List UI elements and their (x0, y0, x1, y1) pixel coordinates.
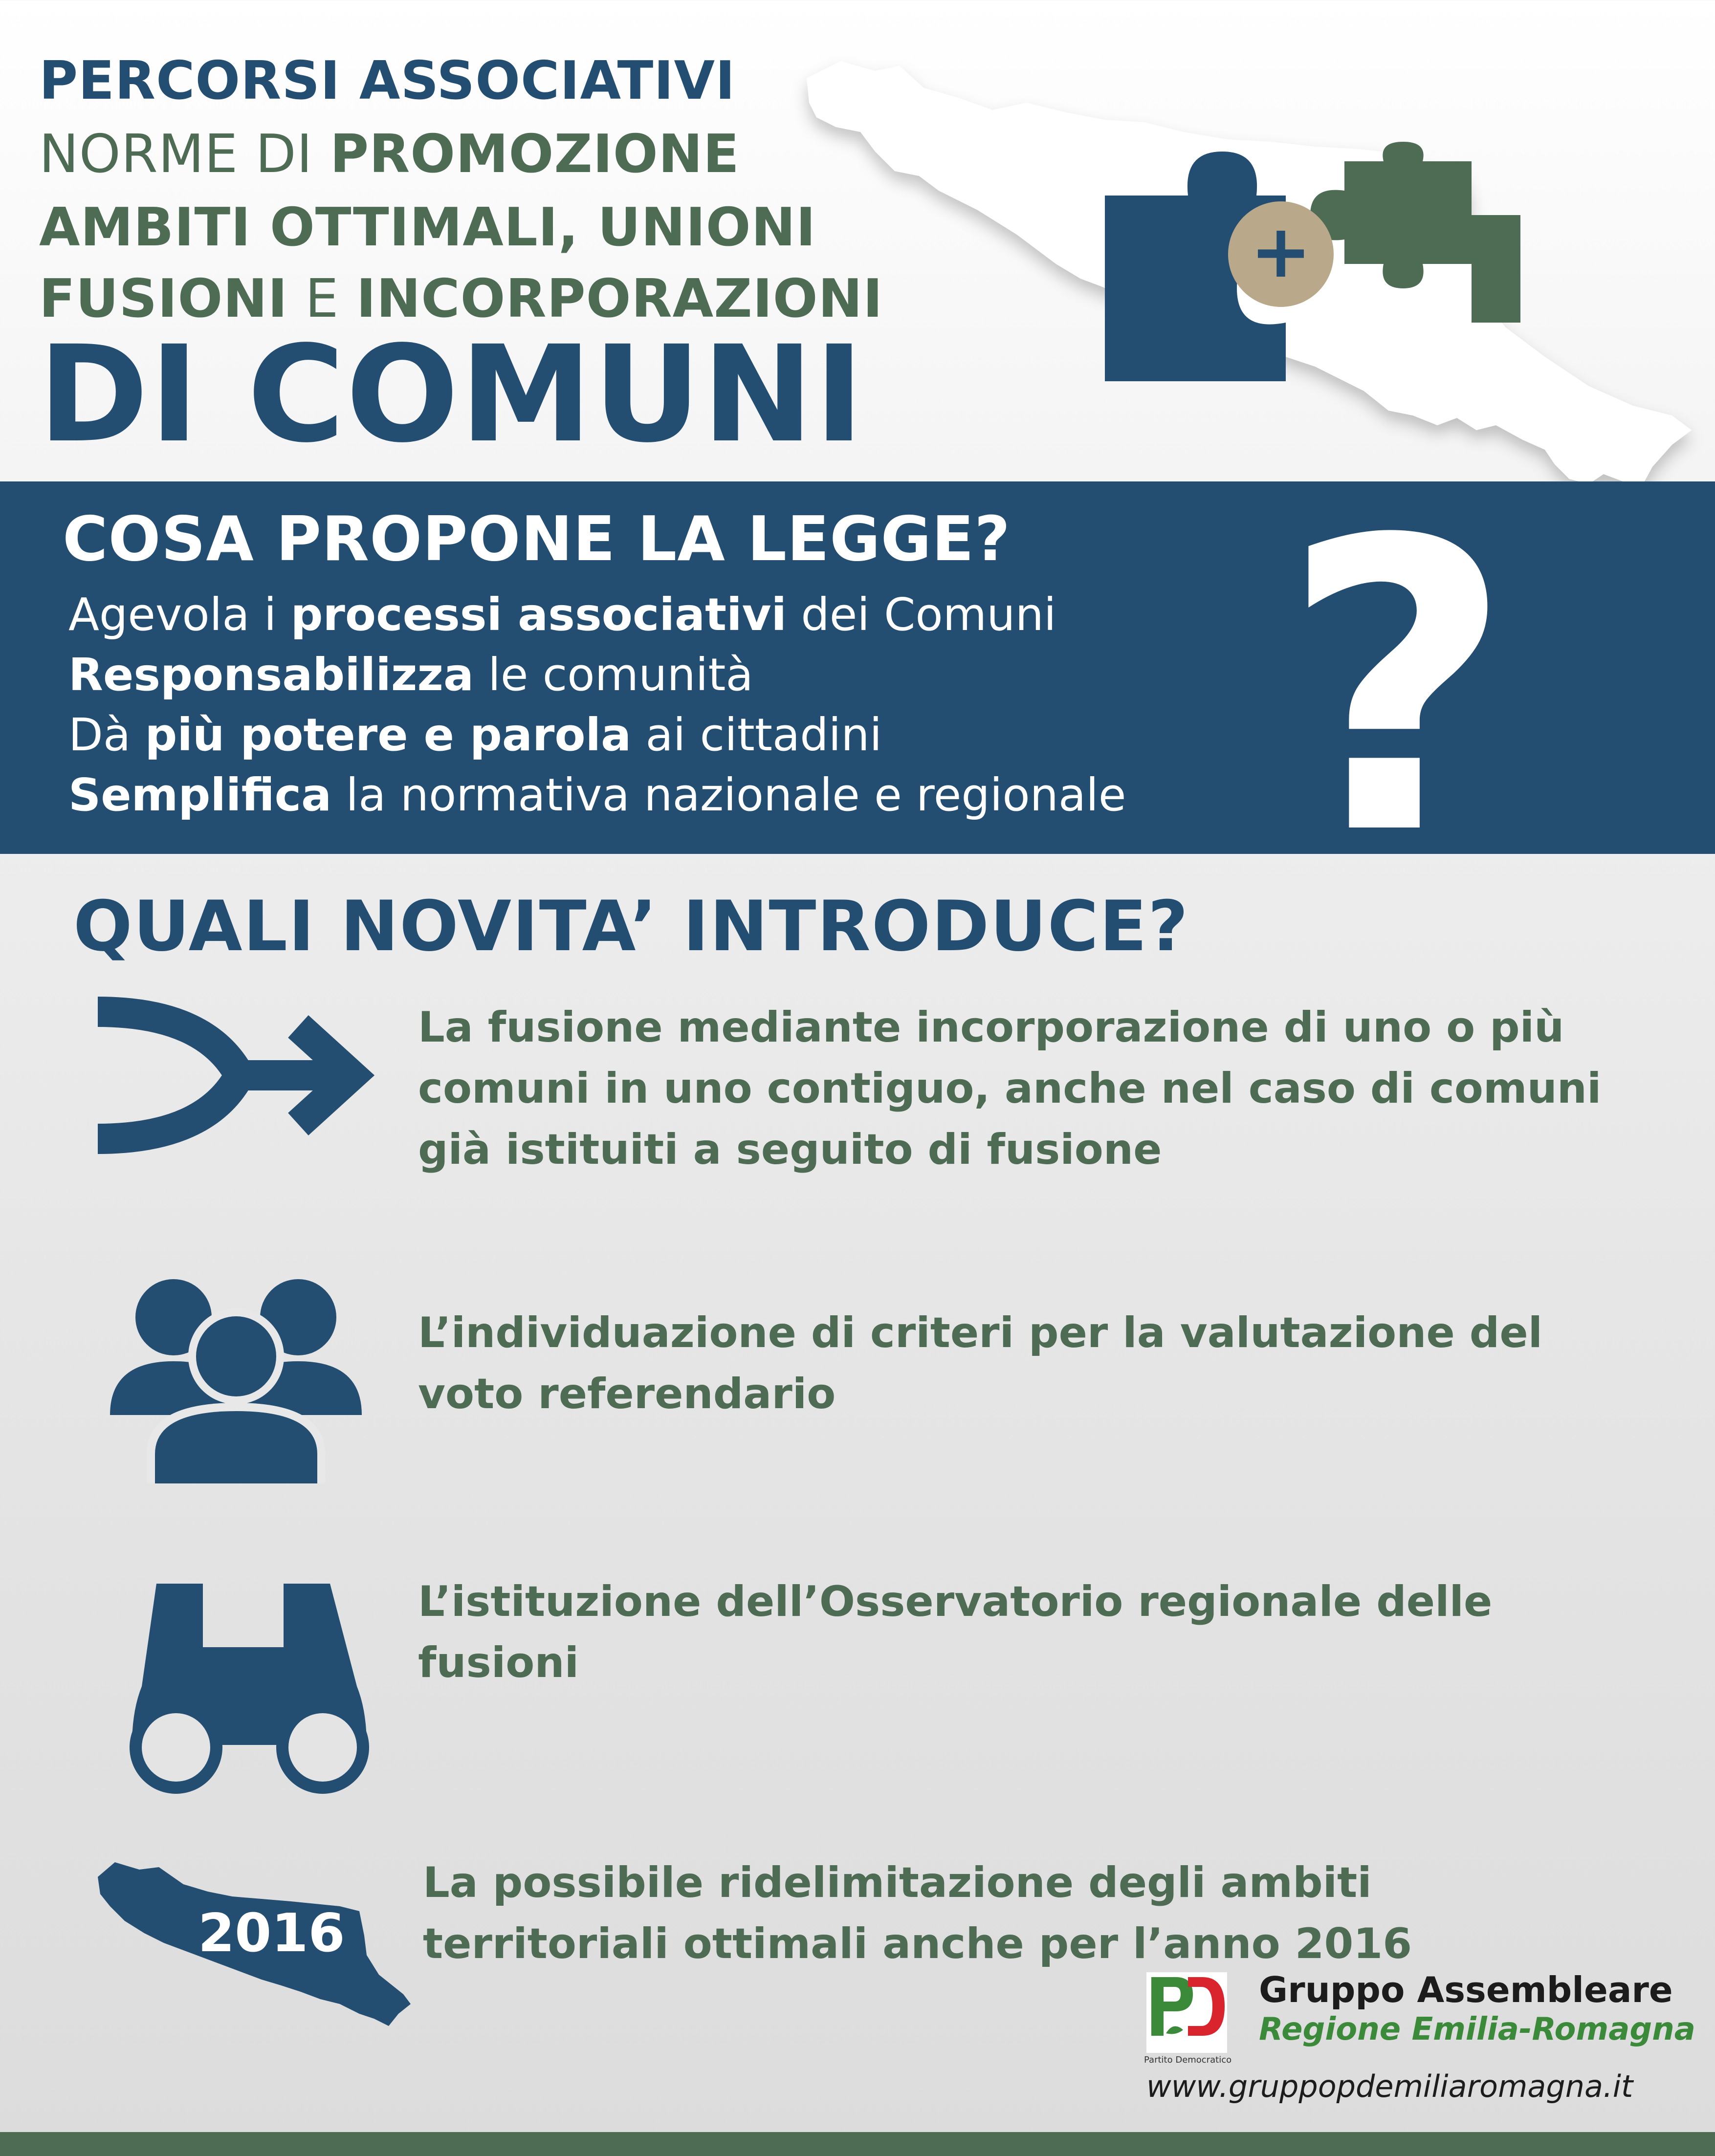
website-link[interactable]: www.gruppopdemiliaromagna.it (1146, 2069, 1633, 2104)
binoculars-icon (122, 1584, 376, 1799)
question-mark-icon: ? (1281, 456, 1514, 922)
page-title: DI COMUNI (38, 318, 865, 472)
header-line-3: AMBITI OTTIMALI, UNIONI (39, 197, 816, 258)
merge-arrow-icon (93, 992, 376, 1158)
novita-item-2-text: L’individuazione di criteri per la valutazione del voto referendario (418, 1308, 1543, 1418)
pd-logo-icon (1146, 1972, 1227, 2053)
people-group-icon (110, 1278, 364, 1483)
bottom-bar (0, 2132, 1715, 2156)
novita-item-1-text: La fusione mediante incorporazione di uno o più comuni in uno contiguo, anche nel caso di comuni già istituiti a seguito di fusione (418, 1003, 1602, 1174)
propone-line-3: Dà più potere e parola ai cittadini (68, 709, 882, 761)
propone-heading: COSA PROPONE LA LEGGE? (63, 503, 1011, 575)
pd-logo (1146, 1972, 1227, 2053)
propone-line-4: Semplifica la normativa nazionale e regionale (68, 769, 1126, 821)
header-line-1: PERCORSI ASSOCIATIVI (39, 50, 736, 111)
novita-item-3-text: L’istituzione dell’Osservatorio regionale delle fusioni (418, 1577, 1493, 1687)
novita-heading: QUALI NOVITA’ INTRODUCE? (73, 886, 1189, 967)
group-region: Regione Emilia-Romagna (1259, 2011, 1695, 2047)
propone-line-1: Agevola i processi associativi dei Comuni (68, 588, 1056, 641)
year-badge: 2016 (198, 1903, 345, 1964)
header-line-2: NORME DI PROMOZIONE (39, 124, 740, 185)
puzzle-piece-green-icon (1310, 142, 1520, 323)
pd-logo-caption: Partito Democratico (1144, 2055, 1232, 2065)
plus-symbol: + (1250, 209, 1312, 294)
propone-line-2: Responsabilizza le comunità (68, 649, 753, 701)
header-line-4: FUSIONI E INCORPORAZIONI (39, 268, 883, 329)
novita-item-4-text: La possibile ridelimitazione degli ambiti territoriali ottimali anche per l’anno 2016 (423, 1858, 1412, 1968)
group-name: Gruppo Assembleare (1259, 1969, 1673, 2010)
